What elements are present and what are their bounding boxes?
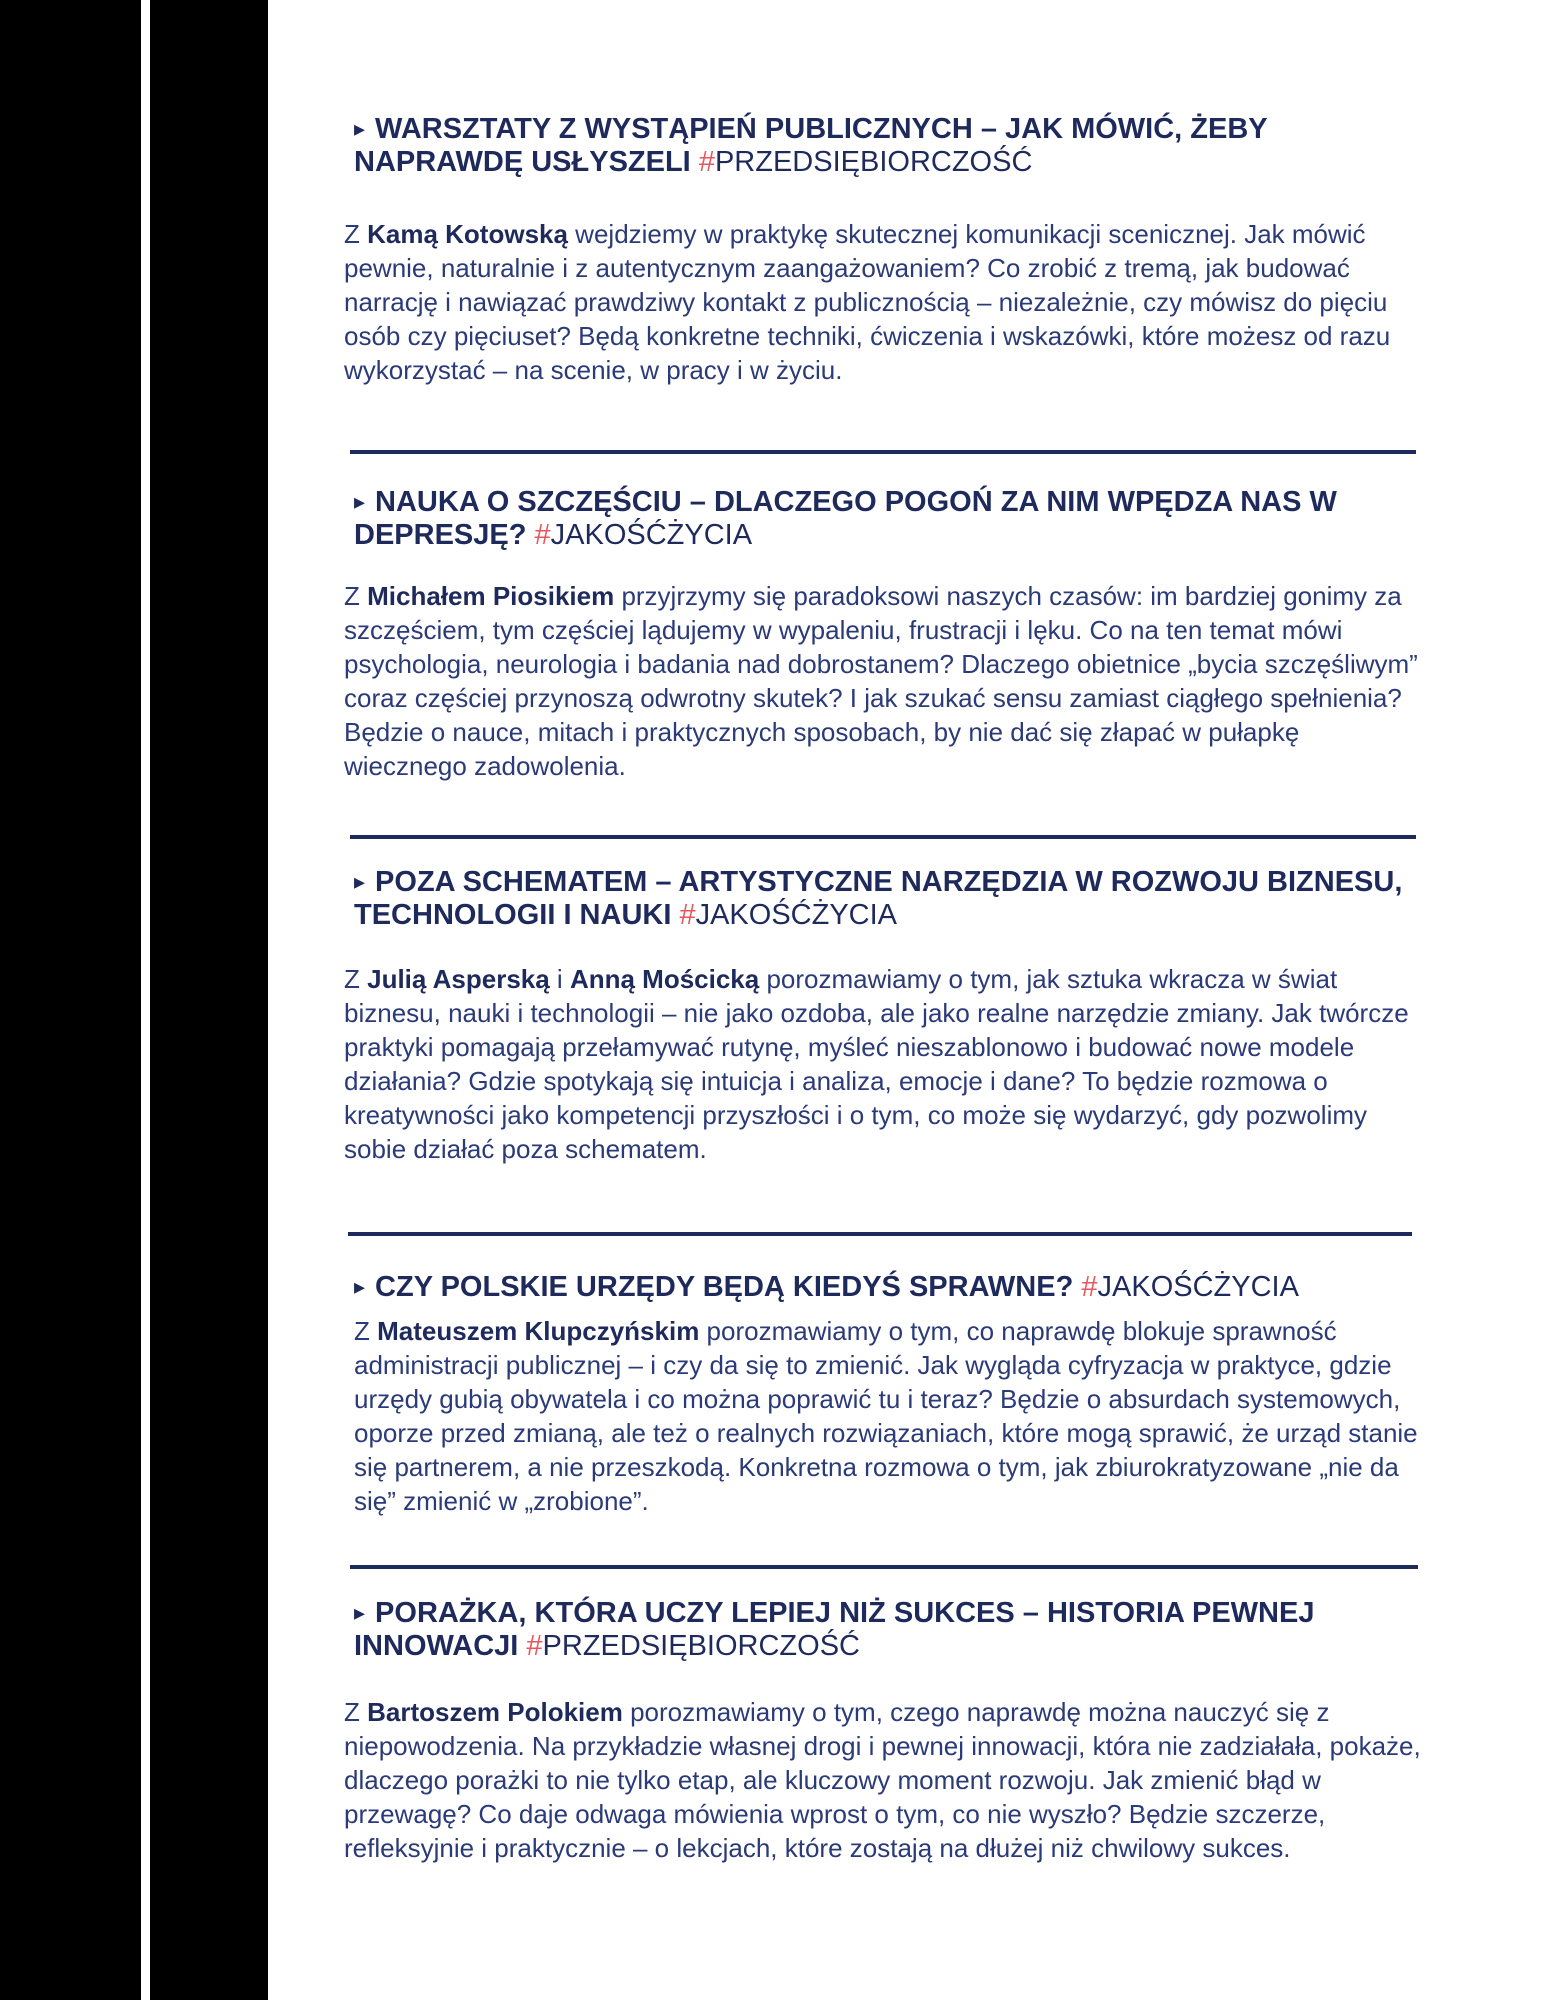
- triangle-bullet-icon: ▸: [354, 869, 366, 894]
- event-title: ▸ WARSZTATY Z WYSTĄPIEŃ PUBLICZNYCH – JAK MÓWIĆ, ŻEBY NAPRAWDĘ USŁYSZELI #PRZEDSIĘBIORCZOŚĆ: [354, 113, 1268, 178]
- event-description: Z Julią Asperską i Anną Mościcką porozmawiamy o tym, jak sztuka wkracza w świat biznesu, nauki i technologii – nie jako ozdoba, ale jako realne narzędzie zmiany. Jak twórcze praktyki pomagają przełamywać rutynę, myśleć nieszablonowo i budować nowe modele działania? Gdzie spotykają się intuicja i analiza, emocje i dane? To będzie rozmowa o kreatywności jako kompetencji przyszłości i o tym, co może się wydarzyć, gdy pozwolimy sobie działać poza schematem.: [344, 964, 1409, 1164]
- event-hashtag: #PRZEDSIĘBIORCZOŚĆ: [698, 146, 1033, 178]
- speaker-name: Kamą Kotowską: [367, 219, 568, 249]
- section-divider: [350, 1565, 1418, 1569]
- event-title: ▸ CZY POLSKIE URZĘDY BĘDĄ KIEDYŚ SPRAWNE? #JAKOŚĆŻYCIA: [354, 1271, 1299, 1303]
- speaker-name: Mateuszem Klupczyńskim: [377, 1316, 700, 1346]
- section-divider: [348, 1232, 1412, 1236]
- event-section-3: [344, 865, 1424, 1166]
- event-hashtag: #JAKOŚĆŻYCIA: [679, 899, 898, 931]
- event-description: Z Kamą Kotowską wejdziemy w praktykę skutecznej komunikacji scenicznej. Jak mówić pewnie, naturalnie i z autentycznym zaangażowaniem? Co zrobić z tremą, jak budować narrację i nawiązać prawdziwy kontakt z publicznością – niezależnie, czy mówisz do pięciu osób czy pięciuset? Będą konkretne techniki, ćwiczenia i wskazówki, które możesz od razu wykorzystać – na scenie, w pracy i w życiu.: [344, 219, 1391, 385]
- section-divider: [350, 450, 1416, 454]
- triangle-bullet-icon: ▸: [354, 1600, 366, 1625]
- speaker-name-2: Anną Mościcką: [569, 964, 760, 994]
- event-description: Z Mateuszem Klupczyńskim porozmawiamy o tym, co naprawdę blokuje sprawność administracji publicznej – i czy da się to zmienić. Jak wygląda cyfryzacja w praktyce, gdzie urzędy gubią obywatela i co można poprawić tu i teraz? Będzie o absurdach systemowych, oporze przed zmianą, ale też o realnych rozwiązaniach, które mogą sprawić, że urząd stanie się partnerem, a nie przeszkodą. Konkretna rozmowa o tym, jak zbiurokratyzowane „nie da się” zmienić w „zrobione”.: [354, 1316, 1418, 1516]
- event-section-1: [344, 112, 1424, 387]
- speaker-name: Julią Asperską: [367, 964, 550, 994]
- speaker-name: Bartoszem Polokiem: [367, 1697, 623, 1727]
- event-section-4: [344, 1270, 1424, 1518]
- event-section-5: [344, 1596, 1424, 1865]
- speaker-name: Michałem Piosikiem: [367, 581, 615, 611]
- triangle-bullet-icon: ▸: [354, 489, 366, 514]
- event-description: Z Bartoszem Polokiem porozmawiamy o tym, czego naprawdę można nauczyć się z niepowodzenia. Na przykładzie własnej drogi i pewnej innowacji, która nie zadziałała, pokaże, dlaczego porażki to nie tylko etap, ale kluczowy moment rozwoju. Jak zmienić błąd w przewagę? Co daje odwaga mówienia wprost o tym, co nie wyszło? Będzie szczerze, refleksyjnie i praktycznie – o lekcjach, które zostają na dłużej niż chwilowy sukces.: [344, 1697, 1421, 1863]
- event-title: ▸ POZA SCHEMATEM – ARTYSTYCZNE NARZĘDZIA W ROZWOJU BIZNESU, TECHNOLOGII I NAUKI #JAKOŚĆŻYCIA: [354, 866, 1403, 931]
- event-hashtag: #JAKOŚĆŻYCIA: [534, 519, 753, 551]
- triangle-bullet-icon: ▸: [354, 116, 366, 141]
- event-hashtag: #PRZEDSIĘBIORCZOŚĆ: [526, 1630, 860, 1662]
- event-description: Z Michałem Piosikiem przyjrzymy się paradoksowi naszych czasów: im bardziej gonimy za szczęściem, tym częściej lądujemy w wypaleniu, frustracji i lęku. Co na ten temat mówi psychologia, neurologia i badania nad dobrostanem? Dlaczego obietnice „bycia szczęśliwym” coraz częściej przynoszą odwrotny skutek? I jak szukać sensu zamiast ciągłego spełnienia? Będzie o nauce, mitach i praktycznych sposobach, by nie dać się złapać w pułapkę wiecznego zadowolenia.: [344, 581, 1418, 781]
- event-hashtag: #JAKOŚĆŻYCIA: [1081, 1271, 1299, 1303]
- event-title: ▸ PORAŻKA, KTÓRA UCZY LEPIEJ NIŻ SUKCES – HISTORIA PEWNEJ INNOWACJI #PRZEDSIĘBIORCZOŚĆ: [354, 1597, 1315, 1662]
- sidebar-black-stripe: [150, 0, 268, 2000]
- event-section-2: [344, 485, 1424, 783]
- event-title: ▸ NAUKA O SZCZĘŚCIU – DLACZEGO POGOŃ ZA NIM WPĘDZA NAS W DEPRESJĘ? #JAKOŚĆŻYCIA: [354, 486, 1337, 551]
- section-divider: [350, 835, 1416, 839]
- sidebar-black-band: [0, 0, 141, 2000]
- triangle-bullet-icon: ▸: [354, 1274, 366, 1299]
